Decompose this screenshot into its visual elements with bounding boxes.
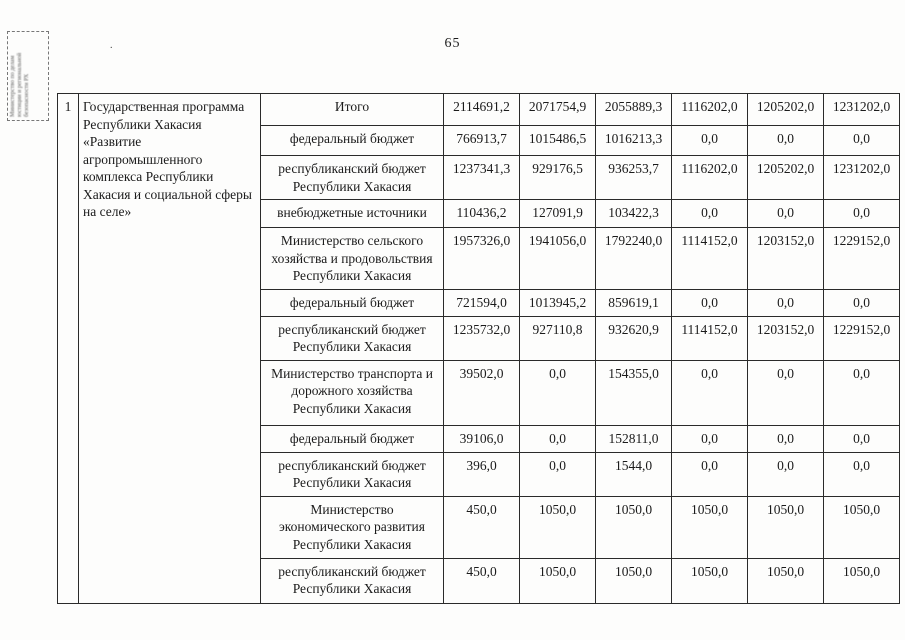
funding-source-cell: Министерство сельского хозяйства и продовольствия Республики Хакасия xyxy=(261,228,444,290)
funding-source-cell: Итого xyxy=(261,94,444,126)
amount-cell: 110436,2 xyxy=(444,200,520,228)
budget-table-body xyxy=(58,94,900,604)
amount-cell: 1050,0 xyxy=(520,496,596,558)
amount-cell: 1941056,0 xyxy=(520,228,596,290)
stamp-text-line: Министерство по делам xyxy=(10,55,16,117)
amount-cell: 0,0 xyxy=(748,200,824,228)
amount-cell: 1231202,0 xyxy=(824,156,900,200)
amount-cell: 450,0 xyxy=(444,558,520,603)
funding-source-cell: республиканский бюджет Республики Хакасия xyxy=(261,316,444,360)
amount-cell: 0,0 xyxy=(520,360,596,425)
amount-cell: 0,0 xyxy=(672,200,748,228)
amount-cell: 0,0 xyxy=(824,126,900,156)
amount-cell: 1957326,0 xyxy=(444,228,520,290)
amount-cell: 152811,0 xyxy=(596,425,672,452)
amount-cell: 2055889,3 xyxy=(596,94,672,126)
amount-cell: 1203152,0 xyxy=(748,228,824,290)
amount-cell: 927110,8 xyxy=(520,316,596,360)
amount-cell: 0,0 xyxy=(672,126,748,156)
amount-cell: 859619,1 xyxy=(596,289,672,316)
amount-cell: 721594,0 xyxy=(444,289,520,316)
amount-cell: 1229152,0 xyxy=(824,228,900,290)
amount-cell: 0,0 xyxy=(672,425,748,452)
amount-cell: 0,0 xyxy=(824,200,900,228)
amount-cell: 1205202,0 xyxy=(748,94,824,126)
funding-source-cell: республиканский бюджет Республики Хакасия xyxy=(261,452,444,496)
amount-cell: 103422,3 xyxy=(596,200,672,228)
amount-cell: 39106,0 xyxy=(444,425,520,452)
amount-cell: 1015486,5 xyxy=(520,126,596,156)
amount-cell: 1544,0 xyxy=(596,452,672,496)
amount-cell: 396,0 xyxy=(444,452,520,496)
amount-cell: 1016213,3 xyxy=(596,126,672,156)
funding-source-cell: федеральный бюджет xyxy=(261,289,444,316)
amount-cell: 936253,7 xyxy=(596,156,672,200)
stamp-text-line: безопасности РХ xyxy=(24,73,30,117)
row-number-cell: 1 xyxy=(58,94,79,604)
amount-cell: 1050,0 xyxy=(824,558,900,603)
amount-cell: 0,0 xyxy=(824,360,900,425)
amount-cell: 39502,0 xyxy=(444,360,520,425)
amount-cell: 766913,7 xyxy=(444,126,520,156)
amount-cell: 1792240,0 xyxy=(596,228,672,290)
amount-cell: 0,0 xyxy=(824,425,900,452)
funding-source-cell: федеральный бюджет xyxy=(261,126,444,156)
amount-cell: 127091,9 xyxy=(520,200,596,228)
funding-source-cell: республиканский бюджет Республики Хакасия xyxy=(261,156,444,200)
program-title-cell: Государственная программа Республики Хакасия «Развитие агропромышленного комплекса Республики Хакасия и социальной сферы на селе» xyxy=(79,94,261,604)
amount-cell: 932620,9 xyxy=(596,316,672,360)
registration-stamp-box xyxy=(7,31,49,121)
amount-cell: 0,0 xyxy=(748,425,824,452)
amount-cell: 1050,0 xyxy=(748,496,824,558)
amount-cell: 1050,0 xyxy=(596,496,672,558)
budget-table xyxy=(57,93,900,604)
amount-cell: 0,0 xyxy=(672,452,748,496)
amount-cell: 154355,0 xyxy=(596,360,672,425)
funding-source-cell: федеральный бюджет xyxy=(261,425,444,452)
amount-cell: 1050,0 xyxy=(520,558,596,603)
amount-cell: 2071754,9 xyxy=(520,94,596,126)
amount-cell: 0,0 xyxy=(520,452,596,496)
amount-cell: 0,0 xyxy=(748,360,824,425)
scan-artifact-dot: . xyxy=(110,40,113,51)
amount-cell: 1229152,0 xyxy=(824,316,900,360)
amount-cell: 0,0 xyxy=(748,452,824,496)
amount-cell: 1050,0 xyxy=(748,558,824,603)
amount-cell: 1235732,0 xyxy=(444,316,520,360)
funding-source-cell: Министерство экономического развития Республики Хакасия xyxy=(261,496,444,558)
amount-cell: 1231202,0 xyxy=(824,94,900,126)
amount-cell: 0,0 xyxy=(824,452,900,496)
amount-cell: 2114691,2 xyxy=(444,94,520,126)
amount-cell: 450,0 xyxy=(444,496,520,558)
amount-cell: 1050,0 xyxy=(672,496,748,558)
funding-source-cell: Министерство транспорта и дорожного хозяйства Республики Хакасия xyxy=(261,360,444,425)
amount-cell: 1205202,0 xyxy=(748,156,824,200)
amount-cell: 0,0 xyxy=(672,360,748,425)
funding-source-cell: республиканский бюджет Республики Хакасия xyxy=(261,558,444,603)
table-row xyxy=(58,94,900,126)
registration-stamp xyxy=(4,28,50,122)
amount-cell: 1237341,3 xyxy=(444,156,520,200)
amount-cell: 1203152,0 xyxy=(748,316,824,360)
amount-cell: 0,0 xyxy=(672,289,748,316)
amount-cell: 1050,0 xyxy=(824,496,900,558)
amount-cell: 1013945,2 xyxy=(520,289,596,316)
amount-cell: 0,0 xyxy=(748,289,824,316)
stamp-text-line: юстиции и региональной xyxy=(17,52,23,117)
amount-cell: 1116202,0 xyxy=(672,94,748,126)
amount-cell: 0,0 xyxy=(520,425,596,452)
amount-cell: 929176,5 xyxy=(520,156,596,200)
amount-cell: 0,0 xyxy=(748,126,824,156)
amount-cell: 0,0 xyxy=(824,289,900,316)
amount-cell: 1114152,0 xyxy=(672,228,748,290)
funding-source-cell: внебюджетные источники xyxy=(261,200,444,228)
amount-cell: 1116202,0 xyxy=(672,156,748,200)
amount-cell: 1050,0 xyxy=(672,558,748,603)
page-number: 65 xyxy=(444,36,461,51)
amount-cell: 1114152,0 xyxy=(672,316,748,360)
amount-cell: 1050,0 xyxy=(596,558,672,603)
